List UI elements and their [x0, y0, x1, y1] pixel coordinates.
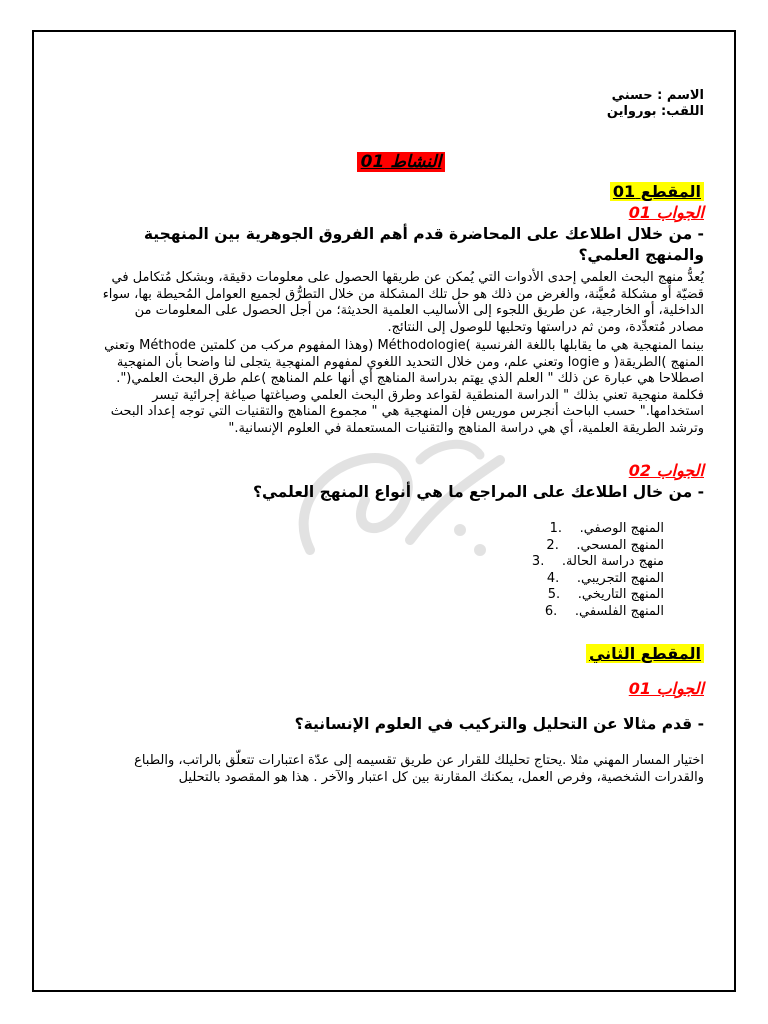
list-item-number: 1.: [549, 521, 562, 536]
section-heading-2: [98, 644, 704, 663]
section-heading-2-text: المقطع الثاني: [586, 644, 704, 663]
document-content: [98, 88, 704, 786]
list-item: [98, 538, 664, 555]
list-item-text: المنهج المسحي.: [576, 537, 664, 553]
list-item-text: المنهج الفلسفي.: [574, 603, 664, 619]
activity-title-text: النشاط 01: [357, 152, 446, 172]
question-1-2: - من خال اطلاعك على المراجع ما هي أنواع المنهج العلمي؟: [252, 483, 704, 501]
list-item: [98, 521, 664, 538]
list-item-text: المنهج التاريخي.: [577, 587, 664, 602]
answer-paragraph: بينما المنهجية هي ما يقابلها باللغة الفرنسية )Méthodologie (وهذا المفهوم مركب من كلمتين Méthode وتعني المنهج )الطريقة( و logie وتعني علم، ومن خلال التحديد اللغوي لمفهوم المنهجية يتجلى لنا واضحا بأن المنهجية اصطلاحا هي عبارة عن ذلك " العلم الذي يهتم بدراسة المناهج أي أنها علم المناهج )علم طرق البحث العلمي(". فكلمة منهجية تعني بذلك " الدراسة المنطقية لقواعد وطرق البحث العلمي وصياغتها صياغة إجرائية تيسر استخدامها." حسب الباحث أنجرس موريس فإن المنهجية هي " مجموع المناهج والتقنيات التي توجه إعداد البحث وترشد الطريقة العلمية، أي هي دراسة المناهج والتقنيات المستعملة في العلوم الإنسانية.": [104, 338, 704, 436]
list-item-number: 4.: [546, 570, 560, 586]
answer-label-2-1: الجواب 01: [628, 679, 704, 698]
list-item-text: المنهج الوصفي.: [579, 521, 664, 536]
list-item-number: 5.: [547, 587, 561, 602]
question-2-1: - قدم مثالا عن التحليل والتركيب في العلوم الإنسانية؟: [294, 715, 704, 733]
answer-label-1-1: الجواب 01: [628, 203, 704, 222]
list-item: [98, 571, 664, 588]
answer-label-1-2: الجواب 02: [628, 461, 704, 480]
list-item-number: 2.: [546, 537, 559, 553]
methods-list: [98, 521, 664, 620]
question-1-1: - من خلال اطلاعك على المحاضرة قدم أهم الفروق الجوهرية بين المنهجية والمنهج العلمي؟: [143, 225, 704, 264]
list-item-number: 6.: [544, 603, 558, 619]
student-name: الاسم : حسني: [611, 88, 704, 103]
list-item: [98, 587, 664, 604]
list-item-text: منهج دراسة الحالة.: [561, 554, 664, 569]
list-item: [98, 604, 664, 621]
answer-paragraph: يُعدُّ منهج البحث العلمي إحدى الأدوات التي يُمكن عن طريقها الحصول على معلومات دقيقة، وبشكل مُتكامل في قضيّة أو مشكلة مُعيَّنة، والغرض من ذلك هو حل تلك المشكلة من خلال التطرُّق لجميع العوامل المُحيطة بها، سواء الداخلية، أو الخارجية، عن طريق اللجوء إلى الأساليب العلمية الحديثة؛ من أجل الحصول على المعلومات من مصادر مُتعدِّدة، ومن ثم دراستها وتحليها للوصول إلى النتائج.: [102, 270, 704, 335]
activity-title: [98, 152, 704, 172]
answer-paragraph: اختيار المسار المهني مثلا .يحتاج تحليلك للقرار عن طريق تقسيمه إلى عدّة اعتبارات تتعلّق بالراتب، والطباع والقدرات الشخصية، وفرص العمل، يمكنك المقارنة بين كل اعتبار والآخر . هذا هو المقصود بالتحليل: [134, 753, 704, 785]
student-surname: اللقب: بورواين: [606, 104, 704, 119]
section-heading-1: [98, 182, 704, 201]
list-item-text: المنهج التجريبي.: [576, 570, 664, 586]
list-item-number: 3.: [531, 554, 545, 569]
section-heading-1-text: المقطع 01: [610, 182, 704, 201]
list-item: [98, 554, 664, 571]
